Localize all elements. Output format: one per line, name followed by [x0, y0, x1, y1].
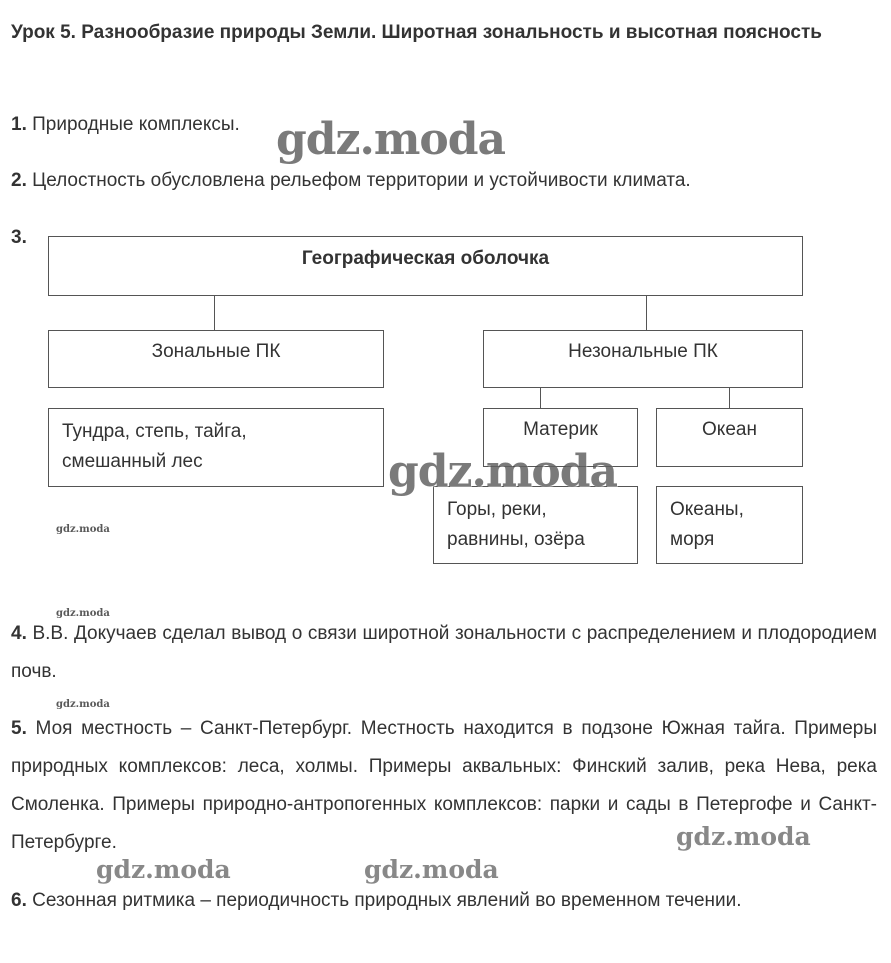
answer-number: 4. [11, 623, 27, 644]
connector-line [540, 387, 541, 408]
connector-line [729, 387, 730, 408]
answer-3 [11, 219, 51, 257]
answer-number: 6. [11, 890, 27, 911]
root-box [48, 236, 803, 296]
answer-text: Моя местность – Санкт-Петербург. Местность находится в подзоне Южная тайга. Примеры природных комплексов: леса, холмы. Примеры аквальных: Финский залив, река Нева, река Смоленка. Примеры природно-антропогенных комплексов: парки и сады в Петергофе и Санкт-Петербурге. [11, 718, 877, 853]
connector-line [214, 295, 215, 330]
ocean-examples-box [656, 486, 803, 564]
answer-2 [11, 162, 877, 200]
answer-6 [11, 882, 877, 920]
ocean-box [656, 408, 803, 467]
answer-text: Сезонная ритмика – периодичность природных явлений во временном течении. [26, 890, 742, 911]
connector-line [646, 295, 647, 330]
ocean-examples-line: моря [670, 529, 715, 550]
continent-label: Материк [523, 419, 598, 440]
answer-number: 2. [11, 170, 27, 191]
answer-text: Целостность обусловлена рельефом территории и устойчивости климата. [26, 170, 691, 191]
answer-text: Природные комплексы. [26, 114, 240, 135]
zonal-examples-line: Тундра, степь, тайга, [62, 421, 247, 442]
continent-examples-box [433, 486, 638, 564]
watermark-logo: gdz.moda [56, 524, 110, 535]
answer-number: 5. [11, 718, 27, 739]
answer-number: 3. [11, 227, 27, 248]
zonal-examples-box [48, 408, 384, 487]
zonal-examples-line: смешанный лес [62, 451, 203, 472]
ocean-label: Океан [702, 419, 757, 440]
azonal-label: Незональные ПК [568, 341, 718, 362]
lesson-title: Урок 5. Разнообразие природы Земли. Широтная зональность и высотная поясность [11, 22, 822, 43]
watermark-logo: gdz.moda [364, 855, 499, 884]
continent-examples-line: Горы, реки, [447, 499, 547, 520]
zonal-box [48, 330, 384, 388]
watermark-logo: gdz.moda [388, 446, 618, 497]
continent-examples-line: равнины, озёра [447, 529, 585, 550]
answer-text: В.В. Докучаев сделал вывод о связи широтной зональности с распределением и плодородием почв. [11, 623, 877, 682]
root-label: Географическая оболочка [301, 248, 550, 269]
watermark-logo: gdz.moda [96, 855, 231, 884]
azonal-box [483, 330, 803, 388]
watermark-logo: gdz.moda [56, 699, 110, 710]
answer-4 [11, 615, 877, 691]
watermark-logo: gdz.moda [676, 822, 811, 851]
watermark-logo: gdz.moda [276, 114, 506, 165]
answer-number: 1. [11, 114, 27, 135]
ocean-examples-line: Океаны, [670, 499, 744, 520]
watermark-logo: gdz.moda [56, 608, 110, 619]
zonal-label: Зональные ПК [151, 341, 281, 362]
